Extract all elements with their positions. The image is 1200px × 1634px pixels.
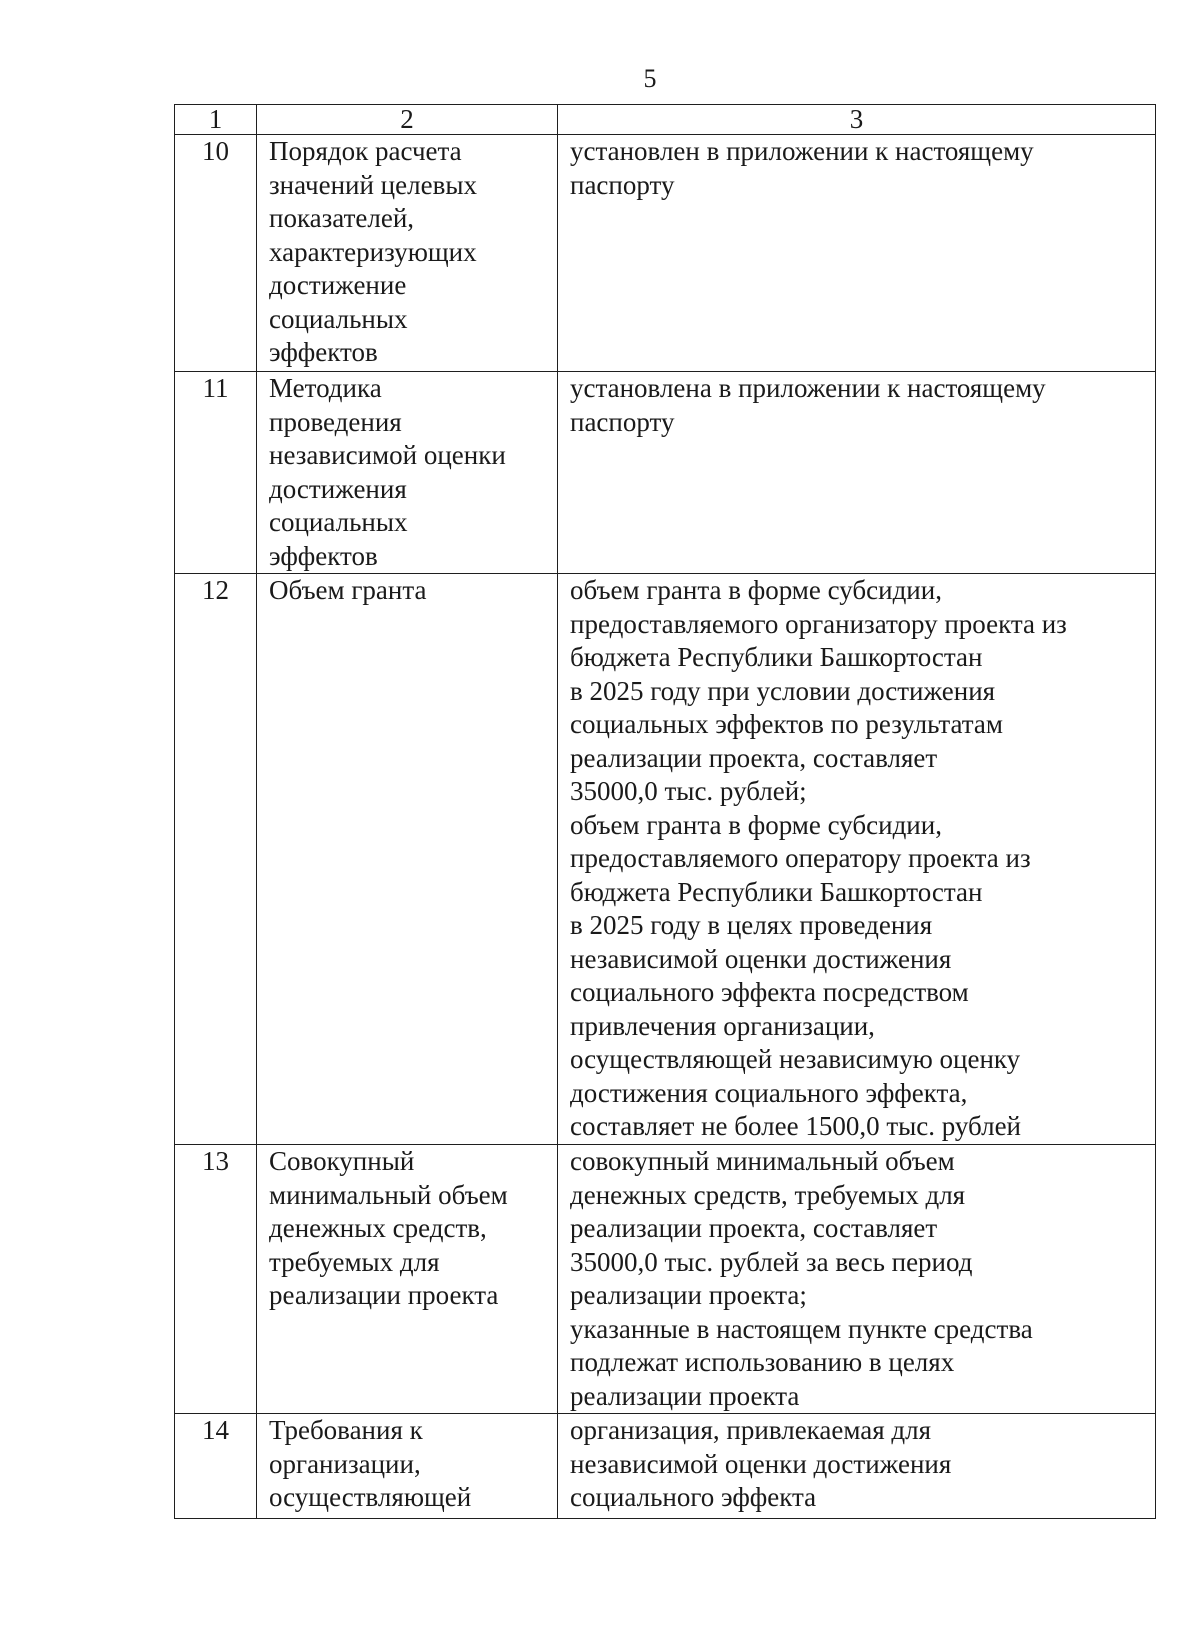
row-name: Совокупный минимальный объем денежных средств, требуемых для реализации проекта — [257, 1145, 558, 1414]
row-name: Объем гранта — [257, 574, 558, 1145]
row-value: организация, привлекаемая для независимой оценки достижения социального эффекта — [558, 1414, 1156, 1519]
column-header-3: 3 — [558, 105, 1156, 135]
page-number: 5 — [643, 64, 657, 93]
table-row — [175, 135, 1156, 372]
row-number: 13 — [175, 1145, 257, 1414]
table-row — [175, 1145, 1156, 1414]
row-name: Методика проведения независимой оценки достижения социальных эффектов — [257, 372, 558, 574]
row-value: совокупный минимальный объем денежных средств, требуемых для реализации проекта, составляет 35000,0 тыс. рублей за весь период реализации проекта; указанные в настоящем пункте средства подлежат использованию в целях реализации проекта — [558, 1145, 1156, 1414]
row-name: Порядок расчета значений целевых показателей, характеризующих достижение социальных эффектов — [257, 135, 558, 372]
column-header-2: 2 — [257, 105, 558, 135]
row-number: 11 — [175, 372, 257, 574]
row-name: Требования к организации, осуществляющей — [257, 1414, 558, 1519]
passport-table — [174, 104, 1156, 1519]
row-number: 14 — [175, 1414, 257, 1519]
table-header-row — [175, 105, 1156, 135]
column-header-1: 1 — [175, 105, 257, 135]
row-value: установлен в приложении к настоящему паспорту — [558, 135, 1156, 372]
row-number: 10 — [175, 135, 257, 372]
table-row — [175, 574, 1156, 1145]
row-number: 12 — [175, 574, 257, 1145]
row-value: установлена в приложении к настоящему паспорту — [558, 372, 1156, 574]
row-value: объем гранта в форме субсидии, предоставляемого организатору проекта из бюджета Республики Башкортостан в 2025 году при условии достижения социальных эффектов по результатам реализации проекта, составляет 35000,0 тыс. рублей; объем гранта в форме субсидии, предоставляемого оператору проекта из бюджета Республики Башкортостан в 2025 году в целях проведения независимой оценки достижения социального эффекта посредством привлечения организации, осуществляющей независимую оценку достижения социального эффекта, составляет не более 1500,0 тыс. рублей — [558, 574, 1156, 1145]
table-row — [175, 1414, 1156, 1519]
table-row — [175, 372, 1156, 574]
